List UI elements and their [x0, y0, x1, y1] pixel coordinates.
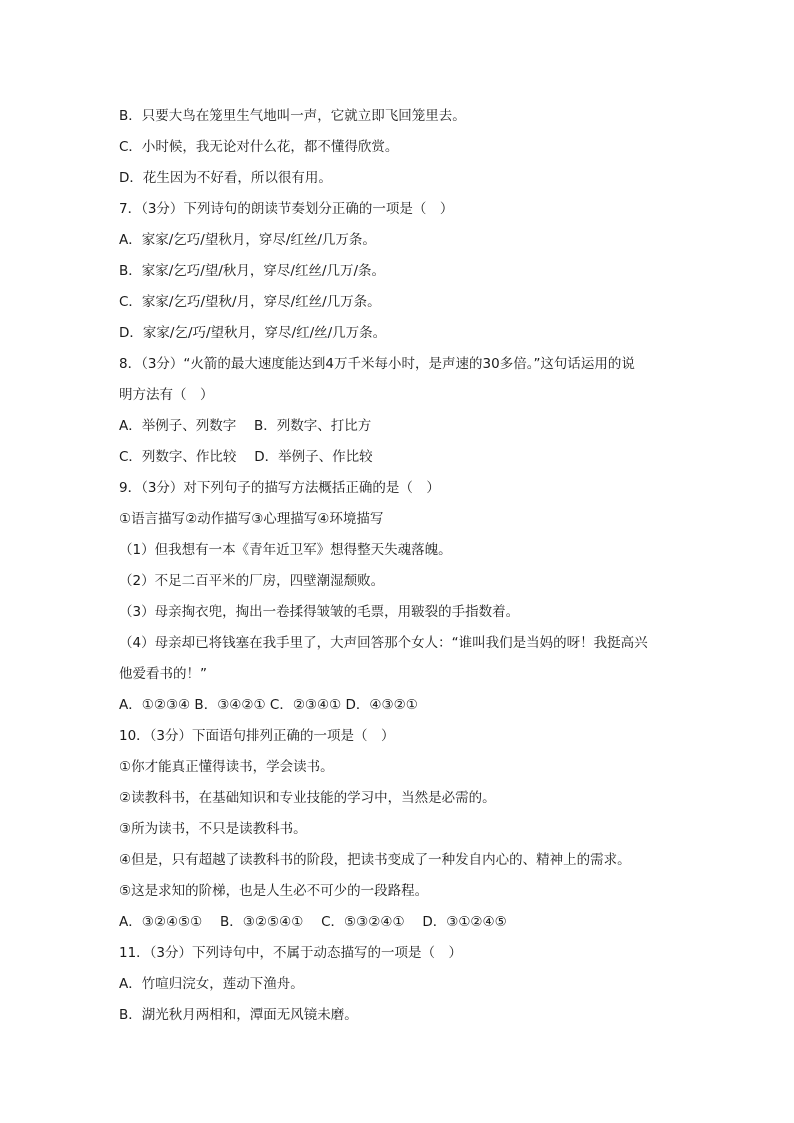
sentence-line: （3）母亲掏衣兜，掏出一卷揉得皱皱的毛票，用皲裂的手指数着。: [119, 604, 520, 620]
option-line: A．家家/乞巧/望秋月，穿尽/红丝/几万条。: [119, 232, 376, 248]
sentence-line: （4）母亲却已将钱塞在我手里了，大声回答那个女人：“谁叫我们是当妈的呀！我挺高兴: [119, 635, 648, 651]
question-8-stem: 8．（3分）“火箭的最大速度能达到4万千米每小时，是声速的30多倍。”这句话运用的说: [119, 356, 635, 372]
question-10-stem: 10．（3分）下面语句排列正确的一项是（ ）: [119, 728, 395, 744]
sentence-line: ①你才能真正懂得读书，学会读书。: [119, 759, 334, 775]
sentence-line: ③所为读书，不只是读教科书。: [119, 821, 307, 837]
question-9-key: ①语言描写②动作描写③心理描写④环境描写: [119, 511, 384, 527]
question-8-stem-cont: 明方法有（ ）: [119, 387, 214, 403]
question-11-stem: 11．（3分）下列诗句中，不属于动态描写的一项是（ ）: [119, 945, 463, 961]
sentence-line: （1）但我想有一本《青年近卫军》想得整天失魂落魄。: [119, 542, 452, 558]
sentence-line-cont: 他爱看书的！”: [119, 666, 207, 682]
option-line: B．只要大鸟在笼里生气地叫一声，它就立即飞回笼里去。: [119, 108, 466, 124]
sentence-line: ④但是，只有超越了读教科书的阶段，把读书变成了一种发自内心的、精神上的需求。: [119, 852, 631, 868]
option-line: D．家家/乞/巧/望秋月，穿尽/红/丝/几万条。: [119, 325, 387, 341]
option-line: D．花生因为不好看，所以很有用。: [119, 170, 332, 186]
option-line: C．家家/乞巧/望秋/月，穿尽/红丝/几万条。: [119, 294, 381, 310]
option-line: C．列数字、作比较 D．举例子、作比较: [119, 449, 373, 465]
option-line: A．③②④⑤① B．③②⑤④① C．⑤③②④① D．③①②④⑤: [119, 914, 507, 930]
sentence-line: ⑤这是求知的阶梯，也是人生必不可少的一段路程。: [119, 883, 429, 899]
question-7-stem: 7．（3分）下列诗句的朗读节奏划分正确的一项是（ ）: [119, 201, 454, 217]
question-9-stem: 9．（3分）对下列句子的描写方法概括正确的是（ ）: [119, 480, 440, 496]
option-line: B．湖光秋月两相和，潭面无风镜未磨。: [119, 1007, 358, 1023]
option-line: A．竹喧归浣女，莲动下渔舟。: [119, 976, 304, 992]
option-line: C．小时候，我无论对什么花，都不懂得欣赏。: [119, 139, 399, 155]
option-line: A．①②③④ B．③④②① C．②③④① D．④③②①: [119, 697, 418, 713]
option-line: A．举例子、列数字 B．列数字、打比方: [119, 418, 372, 434]
sentence-line: ②读教科书，在基础知识和专业技能的学习中，当然是必需的。: [119, 790, 496, 806]
option-line: B．家家/乞巧/望/秋月，穿尽/红丝/几万/条。: [119, 263, 386, 279]
document-body: [119, 101, 679, 1031]
sentence-line: （2）不足二百平米的厂房，四壁潮湿颓败。: [119, 573, 385, 589]
